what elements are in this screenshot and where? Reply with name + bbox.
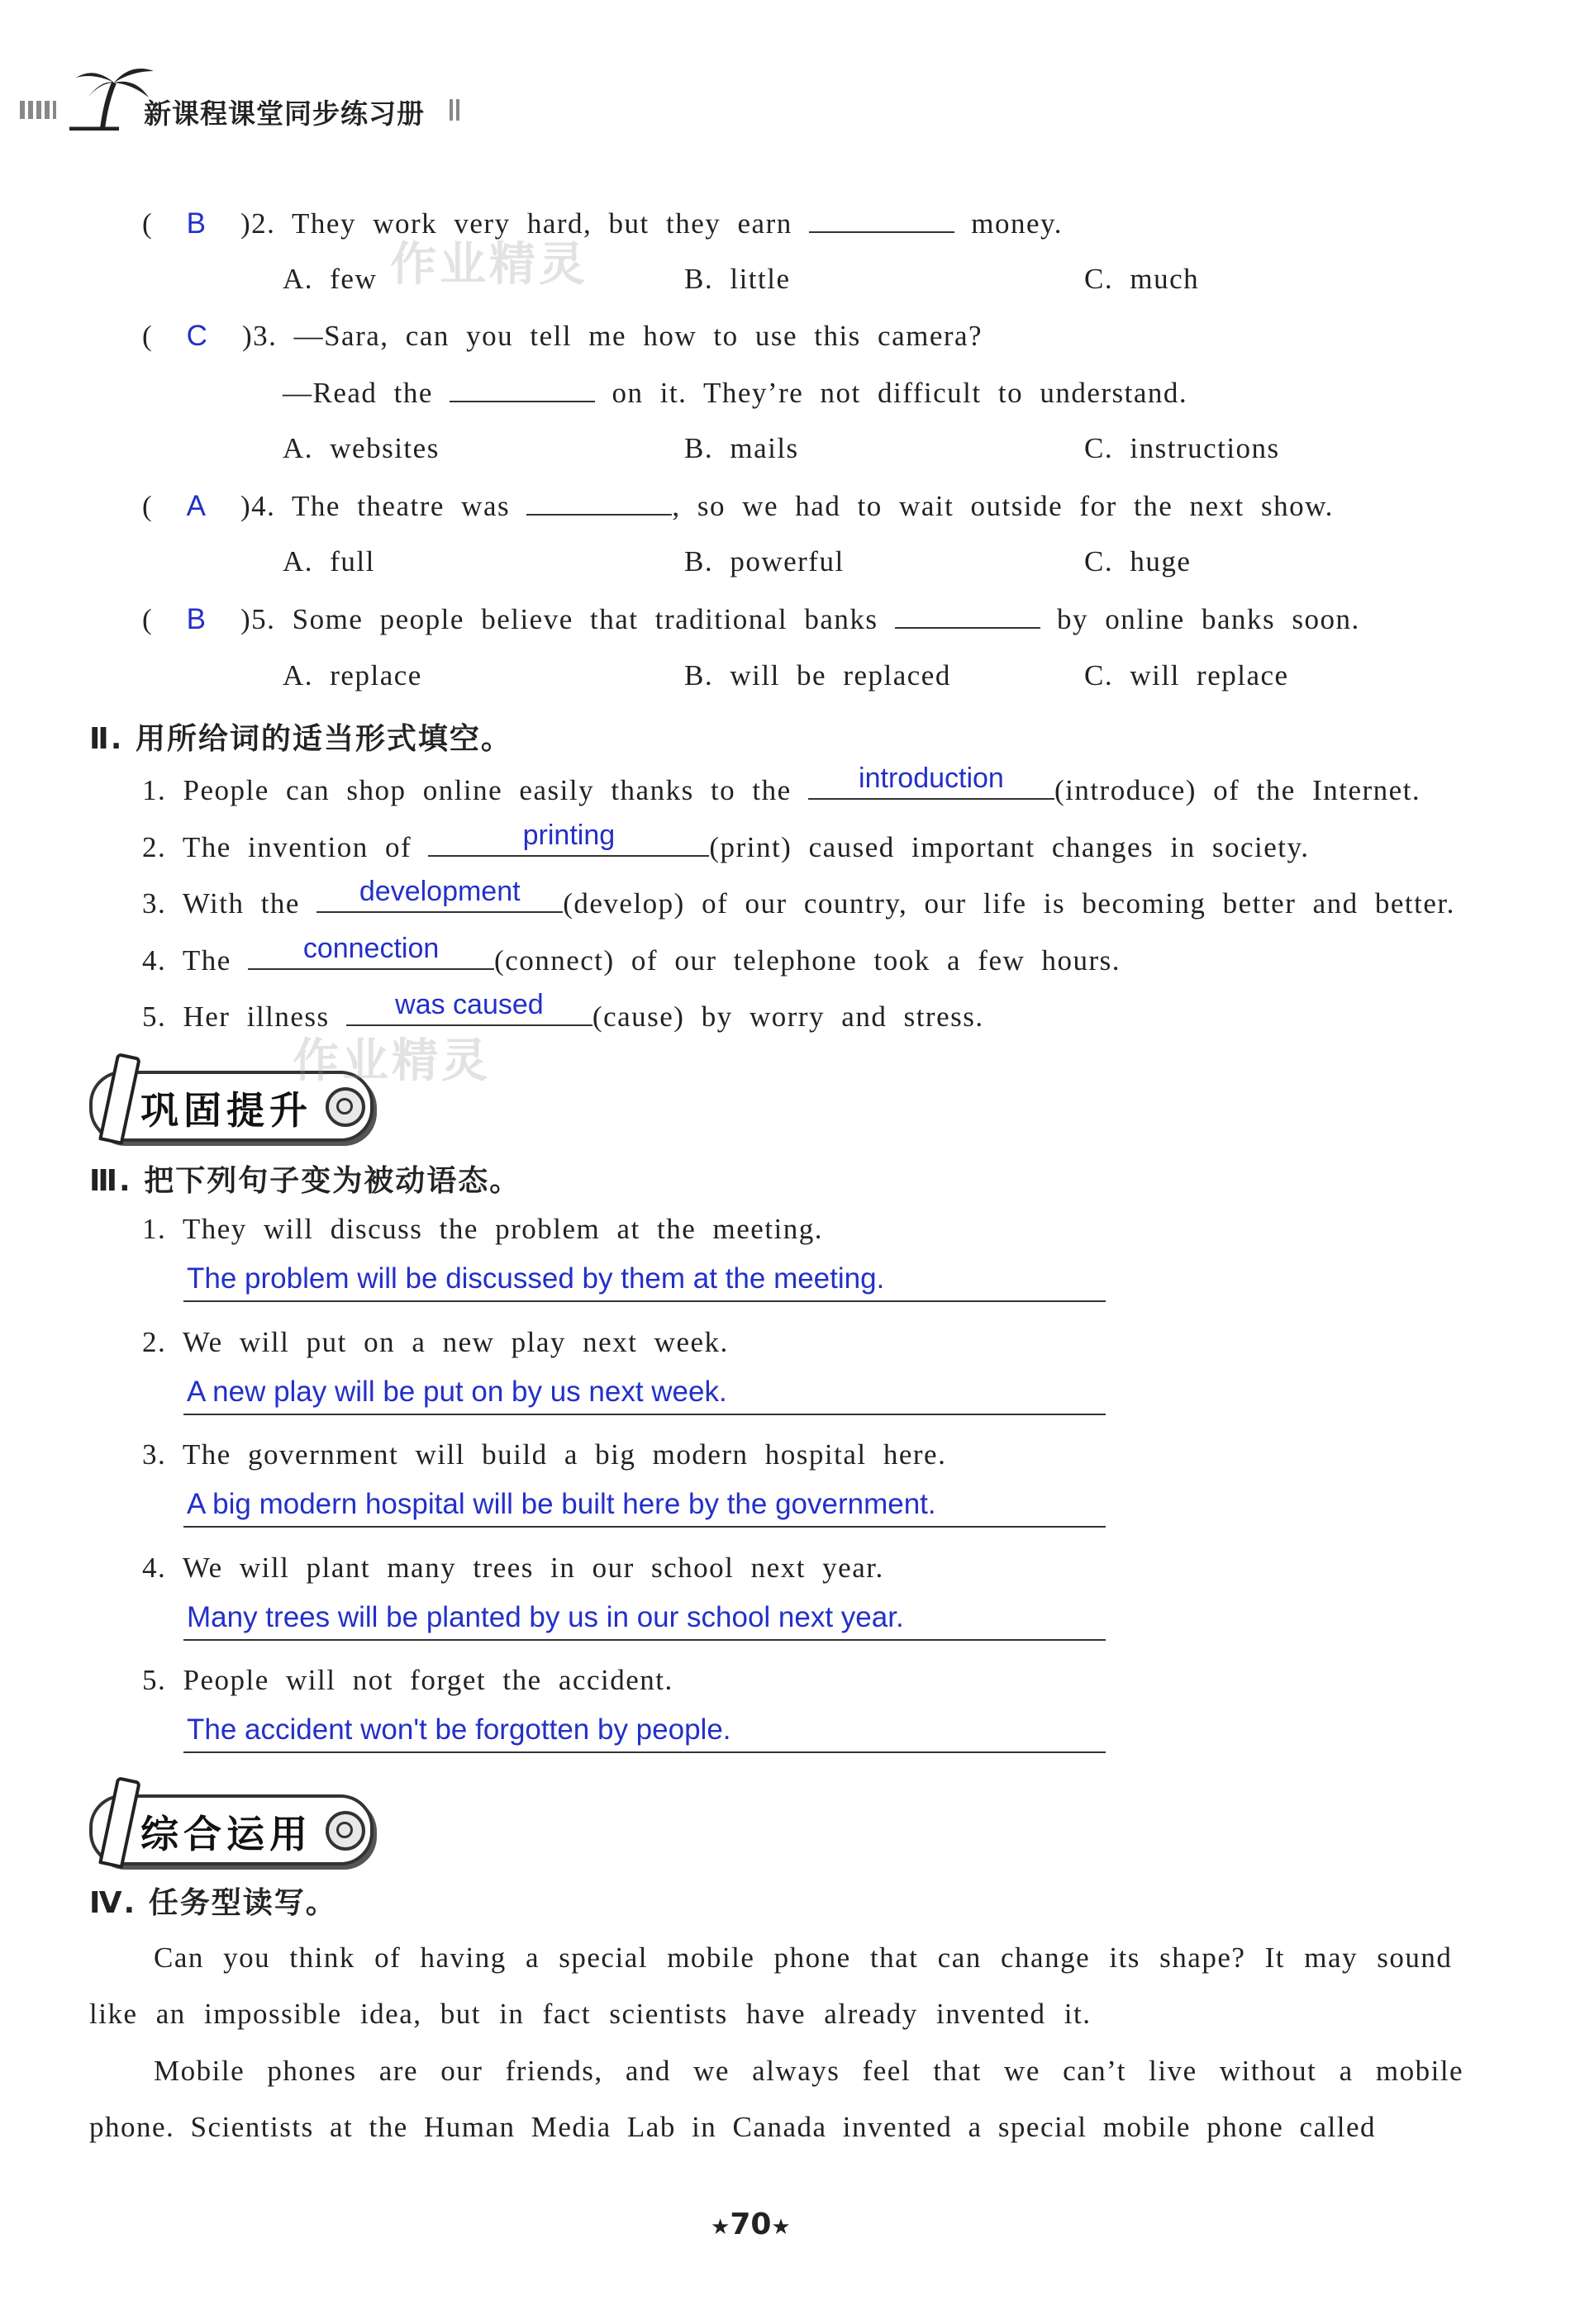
passive-prompt: We will plant many trees in our school next year. — [182, 1552, 884, 1584]
paragraph-line: like an impossible idea, but in fact scientists have already invented it. — [89, 1998, 1092, 2030]
mc-answer: B — [186, 603, 207, 635]
mc-number: )2. — [240, 207, 276, 240]
star-icon: ★ — [711, 2215, 731, 2240]
mc-stem: Some people believe that traditional banks — [292, 603, 878, 635]
paragraph-line: Can you think of having a special mobile phone that can change its shape? It may sound — [154, 1941, 1453, 1974]
watermark: 作业精灵 — [390, 238, 588, 292]
page-header — [20, 81, 466, 139]
passive-prompt: We will put on a new play next week. — [182, 1326, 729, 1358]
pencil-icon — [98, 1053, 141, 1145]
mc-answer: B — [186, 207, 207, 240]
mc-option: B. powerful — [684, 545, 845, 577]
header-bars-left — [20, 101, 56, 119]
section-3-heading: Ⅲ. 把下列句子变为被动语态。 — [89, 1164, 521, 1198]
fill-answer: connection — [302, 933, 440, 964]
mc-option: A. replace — [283, 659, 422, 691]
fill-answer: was caused — [395, 989, 544, 1020]
mc-answer: A — [186, 490, 207, 522]
fill-item-5: 5. Her illness was caused (cause) by worry and stress. — [142, 989, 984, 1033]
mc-stem: The theatre was — [292, 490, 511, 522]
passive-prompt: They will discuss the problem at the meeting. — [182, 1213, 824, 1245]
mc-number: )4. — [240, 490, 276, 522]
passive-answer: A new play will be put on by us next week. — [187, 1376, 727, 1408]
mc-option: B. little — [684, 263, 791, 295]
ring-icon — [326, 1811, 365, 1851]
badge-label: 巩固提升 — [140, 1088, 312, 1133]
mc-stem-after: , so we had to wait outside for the next show. — [672, 490, 1334, 522]
mc-option: C. will replace — [1084, 659, 1289, 691]
fill-item-4: 4. The connection (connect) of our telephone took a few hours. — [142, 933, 1121, 977]
fill-answer: printing — [522, 820, 616, 851]
section-4-heading: Ⅳ. 任务型读写。 — [89, 1886, 337, 1920]
mc-stem-line2: —Read the — [283, 377, 433, 409]
mc-option: A. full — [283, 545, 375, 577]
passive-prompt: The government will build a big modern hospital here. — [182, 1438, 947, 1471]
mc-stem: They work very hard, but they earn — [292, 207, 792, 240]
section-2-heading: Ⅱ. 用所给词的适当形式填空。 — [89, 722, 512, 756]
badge-comprehensive — [89, 1794, 374, 1865]
mc-stem: —Sara, can you tell me how to use this camera? — [293, 320, 983, 352]
passive-prompt: People will not forget the accident. — [183, 1664, 673, 1696]
pencil-icon — [98, 1776, 141, 1869]
mc-option: C. huge — [1084, 545, 1192, 577]
paragraph-line: phone. Scientists at the Human Media Lab in Canada invented a special mobile phone called — [89, 2111, 1377, 2143]
mc-answer: C — [186, 320, 209, 352]
header-title: 新课程课堂同步练习册 — [144, 97, 425, 130]
mc-option: B. mails — [684, 432, 799, 464]
fill-item-2: 2. The invention of printing (print) caused important changes in society. — [142, 820, 1310, 863]
ring-icon — [326, 1087, 365, 1127]
page-number-value: 70 — [730, 2208, 772, 2241]
mc-option: A. websites — [283, 432, 440, 464]
fill-item-3: 3. With the development (develop) of our country, our life is becoming better and better. — [142, 876, 1455, 920]
mc-stem-after: on it. They’re not difficult to understand. — [612, 377, 1188, 409]
fill-answer: development — [359, 876, 521, 907]
passive-answer: The problem will be discussed by them at the meeting. — [187, 1262, 885, 1295]
paragraph-line: Mobile phones are our friends, and we always feel that we can’t live without a mobile — [154, 2055, 1464, 2087]
mc-number: )5. — [240, 603, 276, 635]
passive-answer: The accident won't be forgotten by people. — [187, 1713, 731, 1746]
watermark: 作业精灵 — [293, 1034, 491, 1088]
mc-option: C. instructions — [1084, 432, 1280, 464]
page-number — [711, 2208, 791, 2241]
passive-answer: A big modern hospital will be built here by the government. — [187, 1488, 936, 1520]
header-bars-right — [450, 99, 463, 121]
badge-label: 综合运用 — [140, 1812, 312, 1856]
mc-option: A. few — [283, 263, 378, 295]
mc-stem-after: money. — [971, 207, 1063, 240]
fill-answer: introduction — [859, 763, 1004, 794]
mc-number: )3. — [241, 320, 278, 352]
mc-stem-after: by online banks soon. — [1056, 603, 1360, 635]
mc-option: B. will be replaced — [684, 659, 951, 691]
passive-answer: Many trees will be planted by us in our school next year. — [187, 1601, 904, 1633]
star-icon: ★ — [771, 2215, 791, 2240]
fill-item-1: 1. People can shop online easily thanks to the introduction (introduce) of the Internet. — [142, 763, 1421, 806]
mc-option: C. much — [1084, 263, 1200, 295]
